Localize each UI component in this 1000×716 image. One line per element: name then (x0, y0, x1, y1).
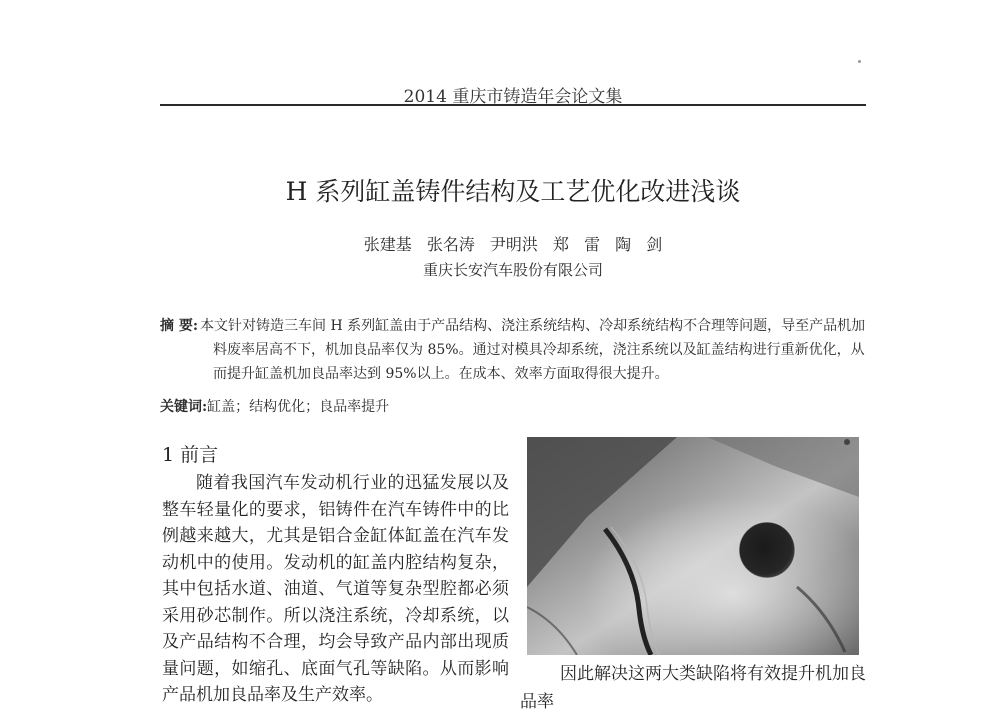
casting-photo-image (527, 437, 859, 655)
casting-defect-photo (527, 437, 859, 655)
intro-paragraph: 随着我国汽车发动机行业的迅猛发展以及整车轻量化的要求，铝铸件在汽车铸件中的比例越来越大，尤其是铝合金缸体缸盖在汽车发动机中的使用。发动机的缸盖内腔结构复杂，其中包括水道、油道、气道等复杂型腔都必须采用砂芯制作。所以浇注系统，冷却系统，以及产品结构不合理，均会导致产品内部出现质量问题，如缩孔、底面气孔等缺陷。从而影响产品机加良品率及生产效率。 (162, 473, 509, 705)
caption-line: 因此解决这两大类缺陷将有效提升机加良 (560, 664, 866, 684)
abstract-label: 摘 要: (160, 318, 199, 334)
photo-caption (520, 660, 900, 716)
keywords-label: 关键词: (160, 399, 208, 415)
affiliation: 重庆长安汽车股份有限公司 (422, 261, 603, 279)
scan-speck (858, 60, 861, 63)
section-heading: 1 前言 (162, 444, 219, 466)
paper-title: H 系列缸盖铸件结构及工艺优化改进浅谈 (285, 177, 741, 206)
header-rule (160, 104, 866, 106)
abstract-text: 本文针对铸造三车间 H 系列缸盖由于产品结构、浇注系统结构、冷却系统结构不合理等问题，导至产品机加料废率居高不下，机加良品率仅为 85%。通过对模具冷却系统，浇注系统以及缸盖结构进行重新优化，从而提升缸盖机加良品率达到 95%以上。在成本、效率方面取得很大提升。 (200, 318, 866, 382)
keywords (160, 396, 866, 416)
caption-line: 品率 (520, 692, 554, 712)
keywords-text: 缸盖；结构优化；良品率提升 (207, 399, 390, 415)
running-header: 2014 重庆市铸造年会论文集 (403, 87, 623, 107)
author-list: 张建基 张名涛 尹明洪 郑 雷 陶 剑 (363, 235, 663, 254)
abstract (160, 314, 872, 386)
